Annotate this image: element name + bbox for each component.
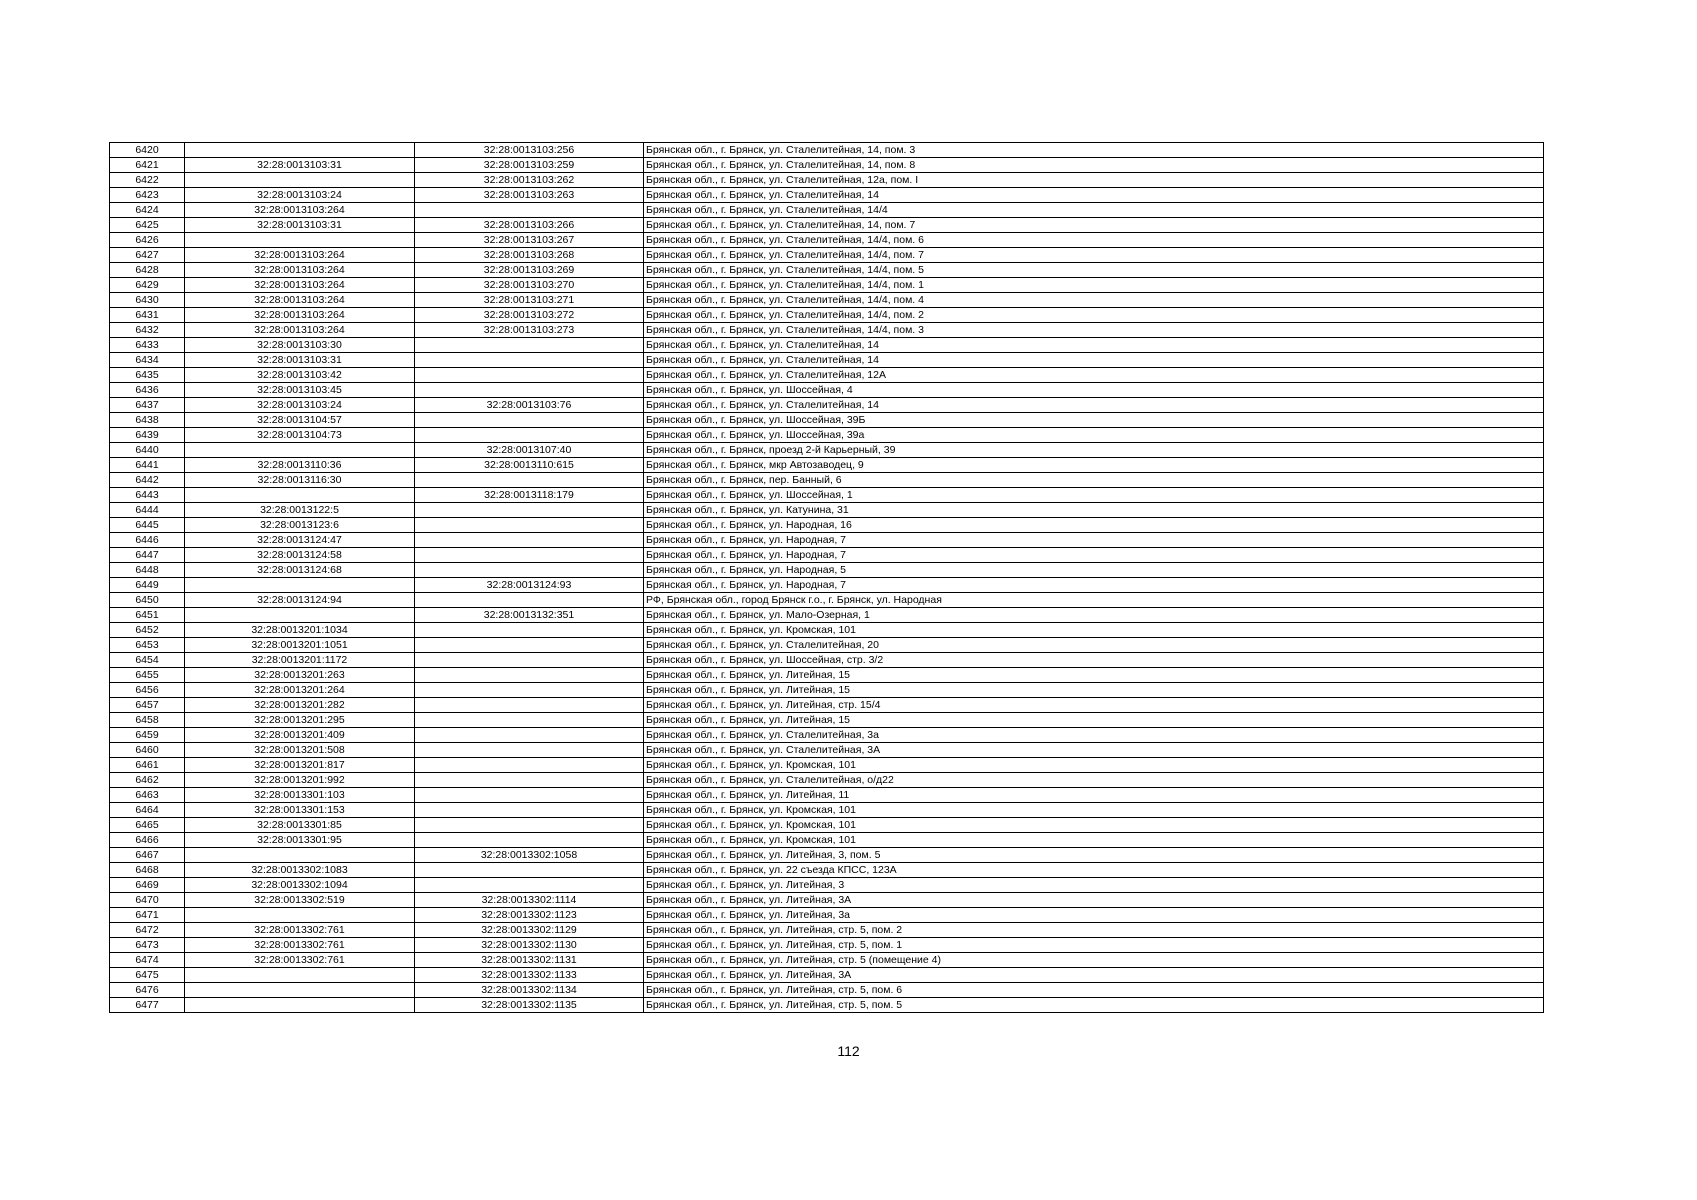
row-number-cell: 6456 (110, 683, 185, 698)
parent-cadastral-number-cell: 32:28:0013201:1172 (185, 653, 415, 668)
row-number-cell: 6429 (110, 278, 185, 293)
parent-cadastral-number-cell: 32:28:0013103:264 (185, 278, 415, 293)
address-cell: Брянская обл., г. Брянск, мкр Автозаводец, 9 (644, 458, 1544, 473)
parent-cadastral-number-cell: 32:28:0013124:68 (185, 563, 415, 578)
parent-cadastral-number-cell: 32:28:0013302:761 (185, 938, 415, 953)
parent-cadastral-number-cell: 32:28:0013301:103 (185, 788, 415, 803)
table-row (110, 368, 1544, 383)
row-number-cell: 6435 (110, 368, 185, 383)
object-cadastral-number-cell (415, 503, 644, 518)
table-row (110, 458, 1544, 473)
table-row (110, 638, 1544, 653)
object-cadastral-number-cell: 32:28:0013107:40 (415, 443, 644, 458)
table-row (110, 593, 1544, 608)
parent-cadastral-number-cell: 32:28:0013201:263 (185, 668, 415, 683)
address-cell: Брянская обл., г. Брянск, ул. Кромская, 101 (644, 803, 1544, 818)
object-cadastral-number-cell (415, 473, 644, 488)
object-cadastral-number-cell: 32:28:0013103:256 (415, 143, 644, 158)
object-cadastral-number-cell (415, 518, 644, 533)
object-cadastral-number-cell (415, 698, 644, 713)
row-number-cell: 6440 (110, 443, 185, 458)
table-row (110, 878, 1544, 893)
parent-cadastral-number-cell: 32:28:0013103:24 (185, 398, 415, 413)
row-number-cell: 6473 (110, 938, 185, 953)
row-number-cell: 6477 (110, 998, 185, 1013)
address-cell: Брянская обл., г. Брянск, ул. Сталелитейная, 14, пом. 3 (644, 143, 1544, 158)
table-row (110, 743, 1544, 758)
row-number-cell: 6441 (110, 458, 185, 473)
parent-cadastral-number-cell: 32:28:0013123:6 (185, 518, 415, 533)
object-cadastral-number-cell (415, 353, 644, 368)
address-cell: Брянская обл., г. Брянск, ул. Литейная, 3А (644, 968, 1544, 983)
table-row (110, 533, 1544, 548)
row-number-cell: 6447 (110, 548, 185, 563)
row-number-cell: 6422 (110, 173, 185, 188)
parent-cadastral-number-cell: 32:28:0013103:264 (185, 323, 415, 338)
row-number-cell: 6463 (110, 788, 185, 803)
row-number-cell: 6430 (110, 293, 185, 308)
address-cell: Брянская обл., г. Брянск, ул. Литейная, 3А (644, 893, 1544, 908)
row-number-cell: 6420 (110, 143, 185, 158)
object-cadastral-number-cell (415, 653, 644, 668)
table-row (110, 968, 1544, 983)
row-number-cell: 6471 (110, 908, 185, 923)
address-cell: Брянская обл., г. Брянск, ул. Литейная, стр. 5, пом. 6 (644, 983, 1544, 998)
parent-cadastral-number-cell: 32:28:0013201:992 (185, 773, 415, 788)
object-cadastral-number-cell (415, 713, 644, 728)
row-number-cell: 6443 (110, 488, 185, 503)
object-cadastral-number-cell: 32:28:0013103:269 (415, 263, 644, 278)
parent-cadastral-number-cell: 32:28:0013124:58 (185, 548, 415, 563)
object-cadastral-number-cell (415, 623, 644, 638)
row-number-cell: 6439 (110, 428, 185, 443)
row-number-cell: 6424 (110, 203, 185, 218)
address-cell: Брянская обл., г. Брянск, ул. Сталелитейная, 14/4 (644, 203, 1544, 218)
table-row (110, 473, 1544, 488)
parent-cadastral-number-cell: 32:28:0013302:761 (185, 953, 415, 968)
address-cell: Брянская обл., г. Брянск, ул. Литейная, стр. 5, пом. 5 (644, 998, 1544, 1013)
object-cadastral-number-cell: 32:28:0013110:615 (415, 458, 644, 473)
table-row (110, 923, 1544, 938)
parent-cadastral-number-cell: 32:28:0013103:31 (185, 158, 415, 173)
object-cadastral-number-cell: 32:28:0013103:273 (415, 323, 644, 338)
object-cadastral-number-cell: 32:28:0013103:268 (415, 248, 644, 263)
object-cadastral-number-cell: 32:28:0013103:263 (415, 188, 644, 203)
parent-cadastral-number-cell (185, 143, 415, 158)
address-cell: Брянская обл., г. Брянск, ул. Сталелитейная, 12А (644, 368, 1544, 383)
parent-cadastral-number-cell: 32:28:0013103:264 (185, 263, 415, 278)
row-number-cell: 6432 (110, 323, 185, 338)
object-cadastral-number-cell (415, 368, 644, 383)
row-number-cell: 6426 (110, 233, 185, 248)
address-cell: Брянская обл., г. Брянск, ул. Литейная, 11 (644, 788, 1544, 803)
parent-cadastral-number-cell: 32:28:0013103:30 (185, 338, 415, 353)
table-row (110, 488, 1544, 503)
row-number-cell: 6457 (110, 698, 185, 713)
row-number-cell: 6453 (110, 638, 185, 653)
row-number-cell: 6455 (110, 668, 185, 683)
address-cell: Брянская обл., г. Брянск, ул. Сталелитейная, 14 (644, 353, 1544, 368)
row-number-cell: 6452 (110, 623, 185, 638)
address-cell: Брянская обл., г. Брянск, ул. Шоссейная, 1 (644, 488, 1544, 503)
table-row (110, 203, 1544, 218)
parent-cadastral-number-cell: 32:28:0013116:30 (185, 473, 415, 488)
parent-cadastral-number-cell: 32:28:0013103:24 (185, 188, 415, 203)
address-cell: Брянская обл., г. Брянск, ул. Сталелитейная, 14/4, пом. 1 (644, 278, 1544, 293)
object-cadastral-number-cell (415, 803, 644, 818)
row-number-cell: 6448 (110, 563, 185, 578)
table-row (110, 773, 1544, 788)
address-cell: Брянская обл., г. Брянск, ул. Сталелитейная, 3А (644, 743, 1544, 758)
object-cadastral-number-cell (415, 788, 644, 803)
address-cell: Брянская обл., г. Брянск, ул. Кромская, 101 (644, 758, 1544, 773)
object-cadastral-number-cell (415, 878, 644, 893)
address-cell: Брянская обл., г. Брянск, ул. Сталелитейная, 14/4, пом. 7 (644, 248, 1544, 263)
row-number-cell: 6444 (110, 503, 185, 518)
table-row (110, 758, 1544, 773)
object-cadastral-number-cell (415, 728, 644, 743)
parent-cadastral-number-cell: 32:28:0013302:1094 (185, 878, 415, 893)
page-number: 112 (837, 1043, 860, 1059)
object-cadastral-number-cell (415, 833, 644, 848)
address-cell: Брянская обл., г. Брянск, ул. Кромская, 101 (644, 833, 1544, 848)
object-cadastral-number-cell (415, 383, 644, 398)
table-body (110, 143, 1544, 1013)
address-cell: Брянская обл., г. Брянск, ул. Сталелитейная, 14, пом. 8 (644, 158, 1544, 173)
address-cell: Брянская обл., г. Брянск, ул. Катунина, 31 (644, 503, 1544, 518)
address-cell: РФ, Брянская обл., город Брянск г.о., г. Брянск, ул. Народная (644, 593, 1544, 608)
address-cell: Брянская обл., г. Брянск, ул. Литейная, стр. 5, пом. 2 (644, 923, 1544, 938)
parent-cadastral-number-cell: 32:28:0013103:264 (185, 308, 415, 323)
table-row (110, 308, 1544, 323)
row-number-cell: 6445 (110, 518, 185, 533)
object-cadastral-number-cell (415, 818, 644, 833)
parent-cadastral-number-cell (185, 233, 415, 248)
table-row (110, 188, 1544, 203)
object-cadastral-number-cell: 32:28:0013302:1135 (415, 998, 644, 1013)
row-number-cell: 6454 (110, 653, 185, 668)
address-cell: Брянская обл., г. Брянск, ул. Литейная, 3, пом. 5 (644, 848, 1544, 863)
object-cadastral-number-cell: 32:28:0013103:271 (415, 293, 644, 308)
address-cell: Брянская обл., г. Брянск, ул. Народная, 5 (644, 563, 1544, 578)
parent-cadastral-number-cell (185, 608, 415, 623)
parent-cadastral-number-cell (185, 968, 415, 983)
table-row (110, 908, 1544, 923)
table-row (110, 863, 1544, 878)
parent-cadastral-number-cell: 32:28:0013104:57 (185, 413, 415, 428)
object-cadastral-number-cell (415, 593, 644, 608)
row-number-cell: 6459 (110, 728, 185, 743)
address-cell: Брянская обл., г. Брянск, ул. Сталелитейная, 14, пом. 7 (644, 218, 1544, 233)
object-cadastral-number-cell: 32:28:0013302:1129 (415, 923, 644, 938)
address-cell: Брянская обл., г. Брянск, пер. Банный, 6 (644, 473, 1544, 488)
row-number-cell: 6446 (110, 533, 185, 548)
row-number-cell: 6425 (110, 218, 185, 233)
parent-cadastral-number-cell: 32:28:0013201:1034 (185, 623, 415, 638)
address-cell: Брянская обл., г. Брянск, ул. Сталелитейная, о/д22 (644, 773, 1544, 788)
table-row (110, 938, 1544, 953)
parent-cadastral-number-cell: 32:28:0013103:31 (185, 218, 415, 233)
row-number-cell: 6436 (110, 383, 185, 398)
parent-cadastral-number-cell (185, 173, 415, 188)
table-row (110, 428, 1544, 443)
parent-cadastral-number-cell: 32:28:0013104:73 (185, 428, 415, 443)
table-row (110, 173, 1544, 188)
table-row (110, 548, 1544, 563)
table-row (110, 653, 1544, 668)
object-cadastral-number-cell (415, 683, 644, 698)
table-row (110, 443, 1544, 458)
object-cadastral-number-cell (415, 203, 644, 218)
table-row (110, 668, 1544, 683)
row-number-cell: 6433 (110, 338, 185, 353)
object-cadastral-number-cell: 32:28:0013103:76 (415, 398, 644, 413)
row-number-cell: 6476 (110, 983, 185, 998)
address-cell: Брянская обл., г. Брянск, ул. Шоссейная, 4 (644, 383, 1544, 398)
object-cadastral-number-cell: 32:28:0013302:1130 (415, 938, 644, 953)
table-row (110, 803, 1544, 818)
row-number-cell: 6458 (110, 713, 185, 728)
parent-cadastral-number-cell: 32:28:0013301:95 (185, 833, 415, 848)
row-number-cell: 6427 (110, 248, 185, 263)
object-cadastral-number-cell (415, 548, 644, 563)
row-number-cell: 6461 (110, 758, 185, 773)
address-cell: Брянская обл., г. Брянск, ул. Сталелитейная, 3а (644, 728, 1544, 743)
object-cadastral-number-cell (415, 533, 644, 548)
object-cadastral-number-cell (415, 668, 644, 683)
table-row (110, 353, 1544, 368)
parent-cadastral-number-cell: 32:28:0013302:1083 (185, 863, 415, 878)
object-cadastral-number-cell (415, 338, 644, 353)
object-cadastral-number-cell (415, 773, 644, 788)
row-number-cell: 6468 (110, 863, 185, 878)
table-row (110, 998, 1544, 1013)
address-cell: Брянская обл., г. Брянск, ул. Сталелитейная, 12а, пом. I (644, 173, 1544, 188)
row-number-cell: 6451 (110, 608, 185, 623)
address-cell: Брянская обл., г. Брянск, ул. Литейная, 15 (644, 683, 1544, 698)
row-number-cell: 6421 (110, 158, 185, 173)
table-row (110, 728, 1544, 743)
parent-cadastral-number-cell (185, 488, 415, 503)
row-number-cell: 6466 (110, 833, 185, 848)
row-number-cell: 6450 (110, 593, 185, 608)
row-number-cell: 6449 (110, 578, 185, 593)
parent-cadastral-number-cell: 32:28:0013103:264 (185, 248, 415, 263)
table-row (110, 563, 1544, 578)
row-number-cell: 6428 (110, 263, 185, 278)
address-cell: Брянская обл., г. Брянск, ул. Кромская, 101 (644, 818, 1544, 833)
row-number-cell: 6434 (110, 353, 185, 368)
address-cell: Брянская обл., г. Брянск, ул. 22 съезда КПСС, 123А (644, 863, 1544, 878)
address-cell: Брянская обл., г. Брянск, ул. Сталелитейная, 14 (644, 338, 1544, 353)
table-row (110, 338, 1544, 353)
table-row (110, 143, 1544, 158)
address-cell: Брянская обл., г. Брянск, ул. Сталелитейная, 14/4, пом. 5 (644, 263, 1544, 278)
table-row (110, 248, 1544, 263)
address-cell: Брянская обл., г. Брянск, ул. Литейная, 15 (644, 713, 1544, 728)
address-cell: Брянская обл., г. Брянск, ул. Сталелитейная, 14/4, пом. 6 (644, 233, 1544, 248)
parent-cadastral-number-cell (185, 578, 415, 593)
object-cadastral-number-cell: 32:28:0013103:272 (415, 308, 644, 323)
address-cell: Брянская обл., г. Брянск, ул. Литейная, стр. 15/4 (644, 698, 1544, 713)
object-cadastral-number-cell: 32:28:0013103:270 (415, 278, 644, 293)
address-cell: Брянская обл., г. Брянск, ул. Сталелитейная, 14 (644, 188, 1544, 203)
parent-cadastral-number-cell: 32:28:0013201:1051 (185, 638, 415, 653)
address-cell: Брянская обл., г. Брянск, ул. Шоссейная, 39Б (644, 413, 1544, 428)
row-number-cell: 6438 (110, 413, 185, 428)
table-row (110, 848, 1544, 863)
object-cadastral-number-cell (415, 758, 644, 773)
parent-cadastral-number-cell: 32:28:0013110:36 (185, 458, 415, 473)
table-row (110, 833, 1544, 848)
object-cadastral-number-cell (415, 428, 644, 443)
parent-cadastral-number-cell: 32:28:0013302:761 (185, 923, 415, 938)
address-cell: Брянская обл., г. Брянск, ул. Народная, 16 (644, 518, 1544, 533)
address-cell: Брянская обл., г. Брянск, проезд 2-й Карьерный, 39 (644, 443, 1544, 458)
row-number-cell: 6469 (110, 878, 185, 893)
object-cadastral-number-cell: 32:28:0013132:351 (415, 608, 644, 623)
object-cadastral-number-cell (415, 413, 644, 428)
table-row (110, 713, 1544, 728)
parent-cadastral-number-cell: 32:28:0013201:817 (185, 758, 415, 773)
address-cell: Брянская обл., г. Брянск, ул. Литейная, 3 (644, 878, 1544, 893)
row-number-cell: 6470 (110, 893, 185, 908)
address-cell: Брянская обл., г. Брянск, ул. Сталелитейная, 20 (644, 638, 1544, 653)
parent-cadastral-number-cell: 32:28:0013302:519 (185, 893, 415, 908)
address-cell: Брянская обл., г. Брянск, ул. Литейная, стр. 5, пом. 1 (644, 938, 1544, 953)
table-row (110, 323, 1544, 338)
table-row (110, 383, 1544, 398)
address-cell: Брянская обл., г. Брянск, ул. Сталелитейная, 14/4, пом. 4 (644, 293, 1544, 308)
object-cadastral-number-cell: 32:28:0013302:1123 (415, 908, 644, 923)
address-cell: Брянская обл., г. Брянск, ул. Шоссейная, стр. 3/2 (644, 653, 1544, 668)
parent-cadastral-number-cell: 32:28:0013124:47 (185, 533, 415, 548)
object-cadastral-number-cell: 32:28:0013103:262 (415, 173, 644, 188)
object-cadastral-number-cell: 32:28:0013118:179 (415, 488, 644, 503)
address-cell: Брянская обл., г. Брянск, ул. Литейная, стр. 5 (помещение 4) (644, 953, 1544, 968)
table-row (110, 623, 1544, 638)
address-cell: Брянская обл., г. Брянск, ул. Сталелитейная, 14/4, пом. 2 (644, 308, 1544, 323)
parent-cadastral-number-cell: 32:28:0013122:5 (185, 503, 415, 518)
table-row (110, 413, 1544, 428)
address-cell: Брянская обл., г. Брянск, ул. Кромская, 101 (644, 623, 1544, 638)
table-row (110, 698, 1544, 713)
table-row (110, 293, 1544, 308)
table-row (110, 263, 1544, 278)
row-number-cell: 6475 (110, 968, 185, 983)
table-row (110, 518, 1544, 533)
row-number-cell: 6464 (110, 803, 185, 818)
table-row (110, 818, 1544, 833)
parent-cadastral-number-cell: 32:28:0013201:508 (185, 743, 415, 758)
object-cadastral-number-cell: 32:28:0013124:93 (415, 578, 644, 593)
table-row (110, 578, 1544, 593)
address-cell: Брянская обл., г. Брянск, ул. Шоссейная, 39а (644, 428, 1544, 443)
parent-cadastral-number-cell (185, 848, 415, 863)
table-row (110, 398, 1544, 413)
object-cadastral-number-cell: 32:28:0013302:1134 (415, 983, 644, 998)
table-row (110, 278, 1544, 293)
parent-cadastral-number-cell: 32:28:0013301:153 (185, 803, 415, 818)
table-row (110, 503, 1544, 518)
address-cell: Брянская обл., г. Брянск, ул. Сталелитейная, 14/4, пом. 3 (644, 323, 1544, 338)
table-row (110, 953, 1544, 968)
address-cell: Брянская обл., г. Брянск, ул. Литейная, 3а (644, 908, 1544, 923)
row-number-cell: 6442 (110, 473, 185, 488)
table-row (110, 233, 1544, 248)
object-cadastral-number-cell (415, 638, 644, 653)
address-cell: Брянская обл., г. Брянск, ул. Сталелитейная, 14 (644, 398, 1544, 413)
parent-cadastral-number-cell: 32:28:0013124:94 (185, 593, 415, 608)
table-row (110, 983, 1544, 998)
parent-cadastral-number-cell (185, 908, 415, 923)
row-number-cell: 6467 (110, 848, 185, 863)
parent-cadastral-number-cell: 32:28:0013103:264 (185, 203, 415, 218)
object-cadastral-number-cell: 32:28:0013103:267 (415, 233, 644, 248)
registry-table (109, 142, 1544, 1013)
object-cadastral-number-cell: 32:28:0013103:259 (415, 158, 644, 173)
parent-cadastral-number-cell: 32:28:0013103:45 (185, 383, 415, 398)
row-number-cell: 6423 (110, 188, 185, 203)
object-cadastral-number-cell (415, 743, 644, 758)
row-number-cell: 6462 (110, 773, 185, 788)
object-cadastral-number-cell: 32:28:0013302:1058 (415, 848, 644, 863)
row-number-cell: 6431 (110, 308, 185, 323)
parent-cadastral-number-cell (185, 443, 415, 458)
address-cell: Брянская обл., г. Брянск, ул. Мало-Озерная, 1 (644, 608, 1544, 623)
object-cadastral-number-cell: 32:28:0013302:1131 (415, 953, 644, 968)
parent-cadastral-number-cell: 32:28:0013201:264 (185, 683, 415, 698)
parent-cadastral-number-cell (185, 998, 415, 1013)
row-number-cell: 6437 (110, 398, 185, 413)
parent-cadastral-number-cell: 32:28:0013301:85 (185, 818, 415, 833)
address-cell: Брянская обл., г. Брянск, ул. Народная, 7 (644, 548, 1544, 563)
row-number-cell: 6465 (110, 818, 185, 833)
address-cell: Брянская обл., г. Брянск, ул. Литейная, 15 (644, 668, 1544, 683)
address-cell: Брянская обл., г. Брянск, ул. Народная, 7 (644, 578, 1544, 593)
object-cadastral-number-cell: 32:28:0013302:1133 (415, 968, 644, 983)
parent-cadastral-number-cell: 32:28:0013103:31 (185, 353, 415, 368)
table-row (110, 608, 1544, 623)
row-number-cell: 6474 (110, 953, 185, 968)
table-row (110, 683, 1544, 698)
row-number-cell: 6472 (110, 923, 185, 938)
object-cadastral-number-cell (415, 863, 644, 878)
parent-cadastral-number-cell: 32:28:0013201:295 (185, 713, 415, 728)
object-cadastral-number-cell (415, 563, 644, 578)
row-number-cell: 6460 (110, 743, 185, 758)
parent-cadastral-number-cell (185, 983, 415, 998)
parent-cadastral-number-cell: 32:28:0013201:282 (185, 698, 415, 713)
table-row (110, 158, 1544, 173)
table-row (110, 893, 1544, 908)
object-cadastral-number-cell: 32:28:0013302:1114 (415, 893, 644, 908)
object-cadastral-number-cell: 32:28:0013103:266 (415, 218, 644, 233)
parent-cadastral-number-cell: 32:28:0013103:264 (185, 293, 415, 308)
parent-cadastral-number-cell: 32:28:0013201:409 (185, 728, 415, 743)
table-row (110, 788, 1544, 803)
parent-cadastral-number-cell: 32:28:0013103:42 (185, 368, 415, 383)
table-row (110, 218, 1544, 233)
address-cell: Брянская обл., г. Брянск, ул. Народная, 7 (644, 533, 1544, 548)
